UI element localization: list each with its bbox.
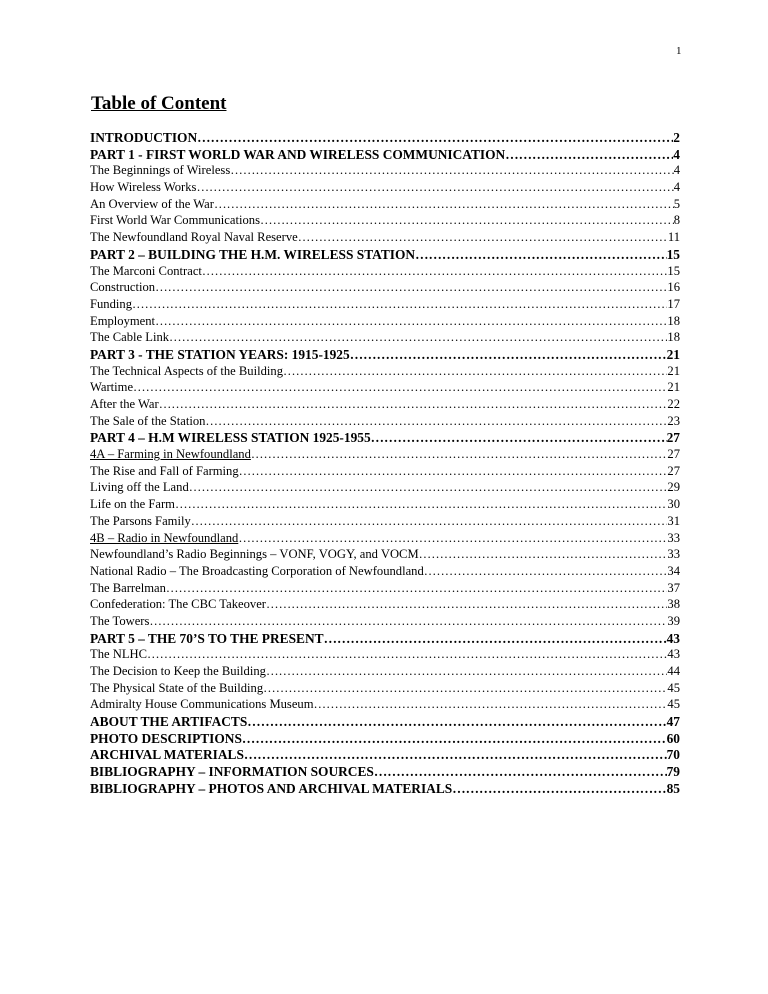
toc-entry-page: 44 — [667, 664, 680, 678]
dot-leader — [196, 180, 673, 195]
toc-entry-label: The Physical State of the Building — [90, 680, 264, 695]
dot-leader — [350, 347, 667, 363]
toc-entry — [90, 147, 680, 164]
toc-entry — [90, 614, 680, 631]
toc-entry — [90, 764, 680, 781]
toc-entry — [90, 247, 680, 264]
toc-entry-page: 60 — [666, 730, 680, 746]
toc-entry-page: 27 — [666, 430, 680, 446]
dot-leader — [205, 414, 667, 429]
toc-entry — [90, 230, 680, 247]
table-of-contents — [90, 130, 680, 798]
dot-leader — [155, 280, 667, 295]
toc-entry — [90, 314, 680, 331]
toc-entry-label: PHOTO DESCRIPTIONS — [90, 730, 242, 746]
toc-entry-label: ARCHIVAL MATERIALS — [90, 747, 244, 763]
toc-entry-label: The Rise and Fall of Farming — [90, 463, 239, 478]
toc-entry-label: Living off the Land — [90, 480, 189, 495]
toc-entry — [90, 514, 680, 531]
toc-entry-page: 17 — [667, 296, 680, 311]
toc-entry-page: 85 — [666, 780, 680, 796]
toc-entry-page: 31 — [667, 513, 680, 528]
toc-entry-label: 4B – Radio in Newfoundland — [90, 530, 239, 545]
dot-leader — [266, 597, 667, 612]
toc-entry — [90, 264, 680, 281]
toc-entry-page: 43 — [667, 647, 680, 662]
toc-entry-label: The Marconi Contract — [90, 263, 202, 278]
toc-entry — [90, 497, 680, 514]
toc-entry-label: Construction — [90, 280, 156, 295]
toc-entry-page: 27 — [667, 463, 680, 478]
toc-entry-label: An Overview of the War — [90, 196, 214, 211]
toc-entry-label: PART 3 - THE STATION YEARS: 1915-1925 — [90, 346, 350, 362]
dot-leader — [147, 647, 667, 662]
toc-entry — [90, 380, 680, 397]
dot-leader — [314, 697, 668, 712]
toc-entry-page: 22 — [667, 397, 680, 411]
dot-leader — [191, 514, 668, 529]
toc-entry-page: 70 — [666, 747, 680, 763]
dot-leader — [242, 731, 667, 747]
dot-leader — [266, 664, 667, 679]
dot-leader — [324, 631, 667, 647]
dot-leader — [169, 330, 667, 345]
toc-entry — [90, 414, 680, 431]
toc-entry — [90, 330, 680, 347]
toc-entry-label: Funding — [90, 296, 132, 311]
toc-entry-label: PART 5 – THE 70’S TO THE PRESENT — [90, 630, 324, 646]
toc-entry — [90, 547, 680, 564]
toc-entry-page: 45 — [667, 697, 680, 712]
toc-entry — [90, 731, 680, 748]
toc-entry-page: 8 — [673, 213, 680, 228]
toc-entry-page: 2 — [673, 130, 680, 145]
toc-entry-label: Admiralty House Communications Museum — [90, 697, 314, 712]
toc-entry-page: 18 — [667, 313, 680, 328]
toc-entry-page: 5 — [673, 196, 680, 211]
toc-entry — [90, 531, 680, 548]
toc-entry-label: ABOUT THE ARTIFACTS — [90, 714, 248, 730]
toc-entry — [90, 647, 680, 664]
toc-entry-label: The Technical Aspects of the Building — [90, 363, 283, 378]
dot-leader — [155, 314, 667, 329]
dot-leader — [371, 430, 667, 446]
dot-leader — [415, 247, 667, 263]
toc-entry-page: 37 — [667, 580, 680, 595]
toc-entry-page: 4 — [673, 163, 680, 178]
toc-entry — [90, 564, 680, 581]
toc-entry-label: PART 4 – H.M WIRELESS STATION 1925-1955 — [90, 430, 371, 446]
dot-leader — [374, 764, 667, 780]
toc-entry-label: The Cable Link — [90, 330, 170, 345]
toc-entry — [90, 430, 680, 447]
toc-entry-label: The Newfoundland Royal Naval Reserve — [90, 230, 298, 245]
toc-entry-page: 16 — [667, 280, 680, 295]
dot-leader — [505, 147, 673, 163]
dot-leader — [175, 497, 667, 512]
toc-entry-page: 33 — [667, 530, 680, 545]
dot-leader — [197, 130, 673, 146]
toc-entry-label: National Radio – The Broadcasting Corporation of Newfoundland — [90, 563, 424, 578]
toc-entry-label: BIBLIOGRAPHY – INFORMATION SOURCES — [90, 764, 374, 780]
dot-leader — [260, 213, 674, 228]
toc-entry-page: 4 — [673, 180, 680, 195]
dot-leader — [166, 581, 668, 596]
toc-entry-page: 21 — [667, 363, 680, 378]
toc-entry-label: How Wireless Works — [90, 180, 197, 195]
toc-entry-page: 18 — [667, 330, 680, 345]
toc-entry-page: 21 — [666, 346, 680, 362]
toc-entry-page: 29 — [667, 480, 680, 495]
toc-entry — [90, 163, 680, 180]
dot-leader — [238, 531, 667, 546]
toc-entry-label: Life on the Farm — [90, 497, 175, 512]
toc-entry-label: After the War — [90, 397, 159, 411]
toc-entry-label: The Towers — [90, 613, 150, 628]
toc-entry-label: The Beginnings of Wireless — [90, 163, 231, 178]
toc-entry-label: The Parsons Family — [90, 513, 191, 528]
toc-entry-page: 38 — [667, 597, 680, 612]
toc-entry — [90, 197, 680, 214]
dot-leader — [263, 681, 667, 696]
toc-entry-label: Newfoundland’s Radio Beginnings – VONF, VOGY, and VOCM — [90, 547, 419, 562]
toc-entry — [90, 397, 680, 414]
toc-entry — [90, 681, 680, 698]
toc-entry — [90, 130, 680, 147]
toc-entry-page: 79 — [666, 764, 680, 780]
toc-entry — [90, 447, 680, 464]
dot-leader — [251, 447, 668, 462]
toc-entry-label: Wartime — [90, 380, 134, 395]
dot-leader — [244, 747, 667, 763]
toc-entry — [90, 714, 680, 731]
toc-entry-label: The Sale of the Station — [90, 413, 206, 428]
toc-entry-page: 39 — [667, 613, 680, 628]
toc-entry-label: PART 2 – BUILDING THE H.M. WIRELESS STATION — [90, 246, 416, 262]
toc-entry — [90, 213, 680, 230]
toc-entry — [90, 581, 680, 598]
toc-entry-label: PART 1 - FIRST WORLD WAR AND WIRELESS COMMUNICATION — [90, 146, 506, 162]
toc-entry-label: BIBLIOGRAPHY – PHOTOS AND ARCHIVAL MATERIALS — [90, 780, 453, 796]
toc-entry-label: 4A – Farming in Newfoundland — [90, 447, 251, 462]
dot-leader — [452, 781, 666, 797]
toc-entry-page: 33 — [667, 547, 680, 562]
toc-entry — [90, 697, 680, 714]
toc-entry — [90, 631, 680, 648]
toc-entry-page: 21 — [667, 380, 680, 395]
toc-entry-label: The Barrelman — [90, 580, 166, 595]
toc-entry-page: 27 — [667, 447, 680, 462]
toc-entry-label: The NLHC — [90, 647, 148, 662]
dot-leader — [298, 230, 668, 245]
toc-entry — [90, 364, 680, 381]
toc-entry — [90, 597, 680, 614]
dot-leader — [133, 380, 667, 395]
toc-entry — [90, 664, 680, 681]
toc-entry-label: The Decision to Keep the Building — [90, 664, 266, 678]
dot-leader — [159, 397, 668, 412]
toc-entry-label: First World War Communications — [90, 213, 260, 228]
dot-leader — [214, 197, 674, 212]
dot-leader — [419, 547, 668, 562]
toc-entry-label: Confederation: The CBC Takeover — [90, 597, 266, 612]
toc-entry-page: 45 — [667, 680, 680, 695]
toc-entry-page: 34 — [667, 563, 680, 578]
toc-entry — [90, 464, 680, 481]
toc-entry — [90, 280, 680, 297]
dot-leader — [283, 364, 667, 379]
toc-entry-page: 15 — [667, 263, 680, 278]
dot-leader — [149, 614, 667, 629]
toc-entry-label: Employment — [90, 313, 156, 328]
dot-leader — [230, 163, 673, 178]
toc-entry — [90, 347, 680, 364]
toc-entry-page: 15 — [666, 246, 680, 262]
toc-entry — [90, 180, 680, 197]
toc-entry-page: 11 — [667, 230, 680, 245]
toc-entry-page: 30 — [667, 497, 680, 512]
dot-leader — [189, 480, 668, 495]
dot-leader — [239, 464, 668, 479]
toc-entry — [90, 297, 680, 314]
dot-leader — [247, 714, 666, 730]
dot-leader — [202, 264, 668, 279]
toc-entry-page: 23 — [667, 413, 680, 428]
toc-entry — [90, 747, 680, 764]
dot-leader — [424, 564, 668, 579]
toc-entry-page: 43 — [666, 630, 680, 646]
toc-entry — [90, 480, 680, 497]
toc-entry-label: INTRODUCTION — [90, 130, 198, 145]
page-number: 1 — [676, 45, 682, 57]
page-title: Table of Content — [91, 93, 227, 114]
toc-entry-page: 47 — [666, 714, 680, 730]
toc-entry-page: 4 — [673, 146, 680, 162]
toc-entry — [90, 781, 680, 798]
dot-leader — [132, 297, 667, 312]
